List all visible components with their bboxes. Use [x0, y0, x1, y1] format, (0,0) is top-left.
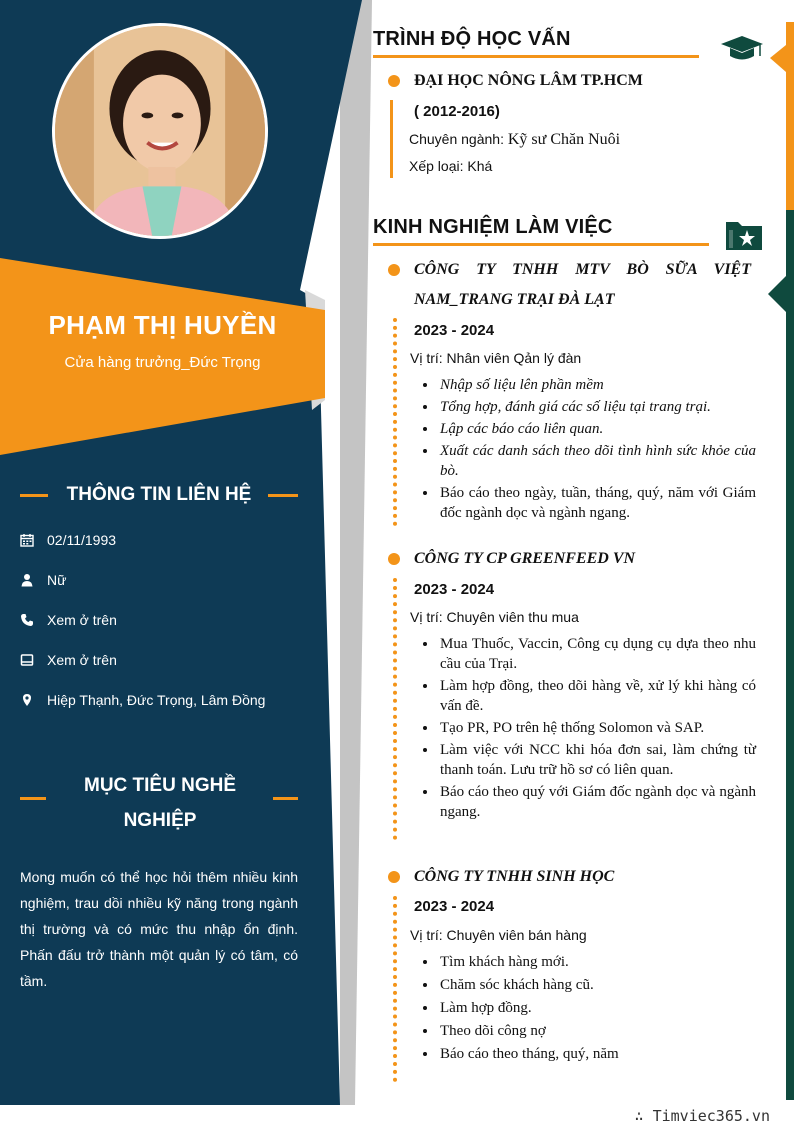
- contact-heading: THÔNG TIN LIÊN HỆ: [66, 484, 252, 505]
- job2-duty: • Mua Thuốc, Vaccin, Công cụ dụng cụ dựa theo nhu cầu của Trại.: [438, 634, 756, 674]
- profile-photo: [52, 23, 268, 239]
- education-underline: [373, 55, 699, 58]
- gray-slant-edge: [340, 0, 372, 1105]
- logo-mark-icon: ∴: [634, 1107, 644, 1125]
- candidate-name: PHẠM THỊ HUYỀN: [48, 310, 277, 340]
- contact-gender: [20, 569, 66, 591]
- major-label: Chuyên ngành:: [409, 131, 504, 147]
- education-timeline-line: [390, 100, 393, 178]
- job3-company: CÔNG TY TNHH SINH HỌC: [414, 868, 615, 885]
- job1-company-line2: NAM_TRANG TRẠI ĐÀ LẠT: [414, 291, 615, 308]
- job2-bullet-dot: [388, 553, 400, 565]
- job1-duty: • Xuất các danh sách theo dõi tình hình sức khỏe của bò.: [438, 441, 756, 481]
- job3-duty: • Làm hợp đồng.: [438, 998, 756, 1019]
- job2-duty: • Làm việc với NCC khi hóa đơn sai, làm chứng từ thanh toán. Lưu trữ hồ sơ có liên quan.: [438, 740, 756, 780]
- green-edge-bar: [786, 210, 794, 1100]
- objective-heading-line2: NGHIỆP: [123, 810, 197, 831]
- contact-gender-text: Nữ: [47, 572, 67, 588]
- major-value: Kỹ sư Chăn Nuôi: [507, 131, 621, 148]
- experience-underline: [373, 243, 709, 246]
- orange-edge-bar: [786, 22, 794, 210]
- contact-phone-text: Xem ở trên: [47, 612, 117, 628]
- education-major: [409, 131, 620, 149]
- objective-heading-line1: MỤC TIÊU NGHỀ: [84, 775, 236, 796]
- phone-icon: [20, 612, 40, 628]
- job1-position: Vị trí: Nhân viên Qản lý đàn: [410, 350, 582, 366]
- job3-duties: [438, 952, 756, 1067]
- heading-dash-left: [20, 494, 48, 497]
- job1-duty: • Tổng hợp, đánh giá các số liệu tại trang trại.: [438, 397, 756, 417]
- job3-duty: • Theo dõi công nợ: [438, 1021, 756, 1042]
- contact-address-text: Hiệp Thạnh, Đức Trọng, Lâm Đồng: [47, 692, 266, 708]
- email-icon: [20, 652, 40, 668]
- job2-company: CÔNG TY CP GREENFEED VN: [414, 550, 636, 567]
- calendar-icon: [20, 532, 40, 548]
- job1-company-line1: CÔNG TY TNHH MTV BÒ SỮA VIỆT: [414, 261, 751, 278]
- person-icon: [20, 572, 40, 588]
- contact-email-text: Xem ở trên: [47, 652, 117, 668]
- job1-bullet-dot: [388, 264, 400, 276]
- contact-address: [20, 689, 265, 711]
- job1-duties: [438, 375, 756, 525]
- job3-years: 2023 - 2024: [414, 898, 495, 915]
- job3-duty: • Tìm khách hàng mới.: [438, 952, 756, 973]
- job1-years: 2023 - 2024: [414, 322, 495, 339]
- objective-dash-right: [273, 797, 298, 800]
- job2-timeline-dots: [393, 578, 397, 840]
- experience-heading: KINH NGHIỆM LÀM VIỆC: [373, 216, 613, 238]
- folder-star-icon: [724, 218, 764, 252]
- education-heading: TRÌNH ĐỘ HỌC VẤN: [373, 28, 571, 50]
- job3-duty: • Chăm sóc khách hàng cũ.: [438, 975, 756, 996]
- heading-dash-right: [268, 494, 298, 497]
- objective-text: Mong muốn có thể học hỏi thêm nhiều kinh nghiệm, trau dồi nhiều kỹ năng trong ngành thị trường và có mức thu nhập ổn định. Phấn đấu trở thành một quản lý có tâm, có tầm.: [20, 869, 298, 989]
- contact-dob: [20, 529, 116, 551]
- job3-bullet-dot: [388, 871, 400, 883]
- job2-duties: [438, 634, 756, 824]
- logo-text: Timviec365.vn: [652, 1107, 770, 1125]
- education-grade: Xếp loại: Khá: [409, 158, 493, 174]
- site-logo[interactable]: [635, 1107, 770, 1125]
- graduation-cap-icon: [720, 34, 764, 64]
- job1-duty: • Lập các báo cáo liên quan.: [438, 419, 756, 439]
- job3-duty: • Báo cáo theo tháng, quý, năm: [438, 1044, 756, 1065]
- school-name: ĐẠI HỌC NÔNG LÂM TP.HCM: [414, 72, 643, 89]
- green-edge-notch: [768, 276, 786, 312]
- job1-timeline-dots: [393, 318, 397, 526]
- contact-dob-text: 02/11/1993: [47, 532, 117, 548]
- job1-duty: • Báo cáo theo ngày, tuần, tháng, quý, năm với Giám đốc ngành dọc và ngành ngang.: [438, 483, 756, 523]
- job2-duty: • Làm hợp đồng, theo dõi hàng về, xử lý khi hàng có vấn đề.: [438, 676, 756, 716]
- contact-email: [20, 649, 117, 671]
- objective-heading: [55, 768, 265, 838]
- job2-years: 2023 - 2024: [414, 581, 495, 598]
- job2-position: Vị trí: Chuyên viên thu mua: [410, 609, 579, 625]
- candidate-title: Cửa hàng trưởng_Đức Trọng: [64, 354, 261, 371]
- objective-dash-left: [20, 797, 46, 800]
- orange-edge-notch: [770, 45, 786, 72]
- job2-duty: • Báo cáo theo quý với Giám đốc ngành dọc và ngành ngang.: [438, 782, 756, 822]
- job3-position: Vị trí: Chuyên viên bán hàng: [410, 927, 587, 943]
- job1-duty: • Nhập số liệu lên phần mềm: [438, 375, 756, 395]
- job2-duty: • Tạo PR, PO trên hệ thống Solomon và SAP.: [438, 718, 756, 738]
- contact-phone: [20, 609, 117, 631]
- education-bullet-dot: [388, 75, 400, 87]
- job3-timeline-dots: [393, 896, 397, 1082]
- location-icon: [20, 692, 40, 708]
- education-years: ( 2012-2016): [414, 103, 500, 120]
